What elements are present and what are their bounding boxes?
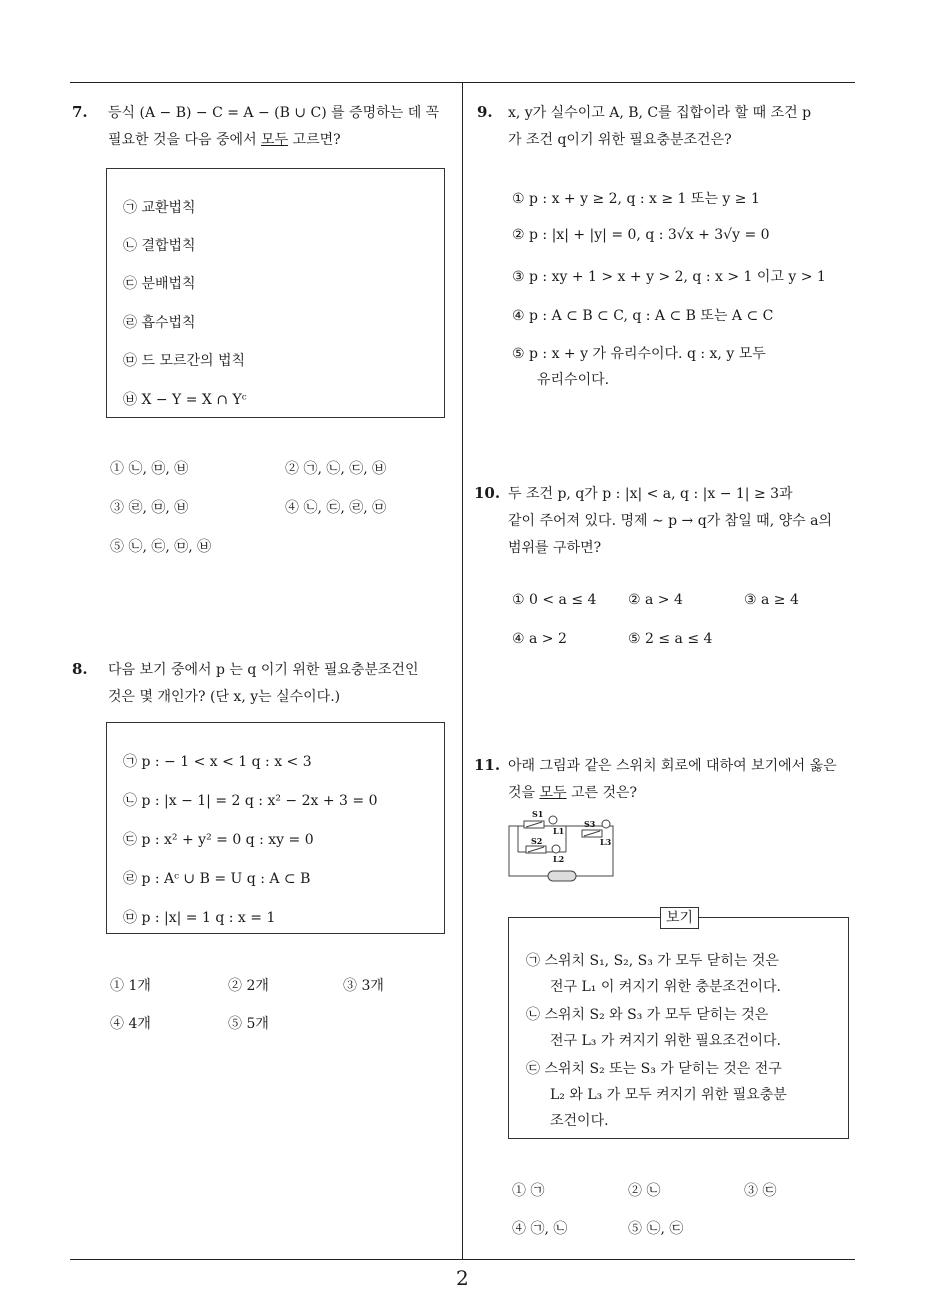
question-10-option-3[interactable]: ③ a ≥ 4 — [744, 592, 799, 608]
question-7-stem — [108, 100, 458, 154]
question-7-item: ㉠ 교환법칙 — [123, 200, 196, 216]
question-7-option-3[interactable]: ③ ㉣, ㉤, ㉥ — [110, 500, 189, 516]
question-7-line-1: 등식 (A − B) − C = A − (B ∪ C) 를 증명하는 데 꼭 — [108, 105, 440, 121]
column-divider — [462, 82, 463, 1260]
question-10-stem — [508, 481, 858, 562]
question-11-number: 11. — [474, 756, 501, 774]
question-10-line-2: 같이 주어져 있다. 명제 ∼ p → q가 참일 때, 양수 a의 — [508, 513, 832, 529]
question-10-option-5[interactable]: ⑤ 2 ≤ a ≤ 4 — [628, 631, 713, 647]
question-8-option-4[interactable]: ④ 4개 — [110, 1016, 151, 1032]
question-8-option-3[interactable]: ③ 3개 — [343, 978, 384, 994]
question-8-option-5[interactable]: ⑤ 5개 — [228, 1016, 269, 1032]
question-7-line-2: 필요한 것을 다음 중에서 모두 고르면? — [108, 132, 341, 148]
bottom-rule — [70, 1259, 855, 1260]
question-7-option-5[interactable]: ⑤ ㉡, ㉢, ㉤, ㉥ — [110, 539, 212, 555]
question-11-option-2[interactable]: ② ㉡ — [628, 1183, 661, 1199]
question-10-option-2[interactable]: ② a > 4 — [628, 592, 683, 608]
question-7-number: 7. — [72, 103, 88, 121]
question-9-option-4[interactable]: ④ p : A ⊂ B ⊂ C, q : A ⊂ B 또는 A ⊂ C — [512, 308, 774, 324]
question-11-line-1: 아래 그림과 같은 스위치 회로에 대하여 보기에서 옳은 — [508, 758, 837, 774]
question-8-item: ㉡ p : |x − 1| = 2 q : x² − 2x + 3 = 0 — [123, 793, 378, 809]
circuit-label: L1 — [553, 826, 565, 836]
question-9-option-3[interactable]: ③ p : xy + 1 > x + y > 2, q : x > 1 이고 y > 1 — [512, 269, 826, 285]
circuit-label: L2 — [553, 854, 565, 864]
question-7-box — [106, 168, 445, 418]
question-11-line-2: 것을 모두 고른 것은? — [508, 785, 638, 801]
question-9-line-2: 가 조건 q이기 위한 필요충분조건은? — [508, 132, 732, 148]
question-8-line-2: 것은 몇 개인가? (단 x, y는 실수이다.) — [108, 689, 341, 705]
question-9-line-1: x, y가 실수이고 A, B, C를 집합이라 할 때 조건 p — [508, 105, 812, 121]
question-9-option-2[interactable]: ② p : |x| + |y| = 0, q : 3√x + 3√y = 0 — [512, 227, 770, 243]
question-11-option-3[interactable]: ③ ㉢ — [744, 1183, 777, 1199]
bulb-l3-icon — [602, 820, 610, 828]
question-7-item: ㉢ 분배법칙 — [123, 276, 196, 292]
question-7-item: ㉤ 드 모르간의 법칙 — [123, 353, 246, 369]
circuit-label: S1 — [532, 809, 544, 819]
question-8-option-2[interactable]: ② 2개 — [228, 978, 269, 994]
question-11-item-2: ㉡ 스위치 S₂ 와 S₃ 가 모두 닫히는 것은 전구 L₃ 가 켜지기 위한 필요조건이다. — [526, 1007, 781, 1049]
question-10-option-4[interactable]: ④ a > 2 — [512, 631, 567, 647]
question-11-legend: 보기 — [660, 907, 699, 929]
question-8-option-1[interactable]: ① 1개 — [110, 978, 151, 994]
question-8-item: ㉤ p : |x| = 1 q : x = 1 — [123, 910, 276, 926]
question-8-item: ㉠ p : − 1 < x < 1 q : x < 3 — [123, 754, 312, 770]
question-8-item: ㉣ p : Aᶜ ∪ B = U q : A ⊂ B — [123, 871, 311, 887]
question-8-item: ㉢ p : x² + y² = 0 q : xy = 0 — [123, 832, 314, 848]
question-7-option-1[interactable]: ① ㉡, ㉤, ㉥ — [110, 461, 189, 477]
question-11-stem — [508, 753, 858, 807]
question-7-option-4[interactable]: ④ ㉡, ㉢, ㉣, ㉤ — [285, 500, 387, 516]
question-8-line-1: 다음 보기 중에서 p 는 q 이기 위한 필요충분조건인 — [108, 662, 419, 678]
question-11-option-4[interactable]: ④ ㉠, ㉡ — [512, 1221, 568, 1237]
circuit-label: L3 — [600, 837, 612, 847]
question-10-number: 10. — [474, 484, 501, 502]
battery-icon — [548, 871, 576, 881]
question-11-item-1: ㉠ 스위치 S₁, S₂, S₃ 가 모두 닫히는 것은 전구 L₁ 이 켜지기 위한 충분조건이다. — [526, 953, 781, 995]
question-7-item: ㉡ 결합법칙 — [123, 238, 196, 254]
question-8-box — [106, 722, 445, 934]
question-10-option-1[interactable]: ① 0 < a ≤ 4 — [512, 592, 597, 608]
question-9-option-1[interactable]: ① p : x + y ≥ 2, q : x ≥ 1 또는 y ≥ 1 — [512, 191, 760, 207]
question-9-stem — [508, 100, 858, 154]
question-7-option-2[interactable]: ② ㉠, ㉡, ㉢, ㉥ — [285, 461, 387, 477]
circuit-label: S2 — [531, 836, 543, 846]
bulb-l1-icon — [549, 816, 557, 824]
question-11-option-1[interactable]: ① ㉠ — [512, 1183, 545, 1199]
switch-circuit-diagram — [506, 808, 618, 888]
question-9-option-5[interactable]: ⑤ p : x + y 가 유리수이다. q : x, y 모두 — [512, 346, 766, 362]
page-number: 2 — [456, 1266, 469, 1290]
question-8-stem — [108, 657, 458, 711]
question-9-option-5-cont: 유리수이다. — [537, 372, 610, 388]
question-9-number: 9. — [477, 103, 493, 121]
bulb-l2-icon — [552, 845, 560, 853]
question-7-item: ㉥ X − Y = X ∩ Yᶜ — [123, 392, 247, 408]
question-11-option-5[interactable]: ⑤ ㉡, ㉢ — [628, 1221, 684, 1237]
question-10-line-1: 두 조건 p, q가 p : |x| < a, q : |x − 1| ≥ 3과 — [508, 486, 793, 502]
question-7-item: ㉣ 흡수법칙 — [123, 315, 196, 331]
question-11-item-3: ㉢ 스위치 S₂ 또는 S₃ 가 닫히는 것은 전구 L₂ 와 L₃ 가 모두 켜지기 위한 필요충분 조건이다. — [526, 1061, 787, 1129]
question-8-number: 8. — [72, 660, 88, 678]
question-10-line-3: 범위를 구하면? — [508, 540, 602, 556]
circuit-label: S3 — [584, 819, 596, 829]
